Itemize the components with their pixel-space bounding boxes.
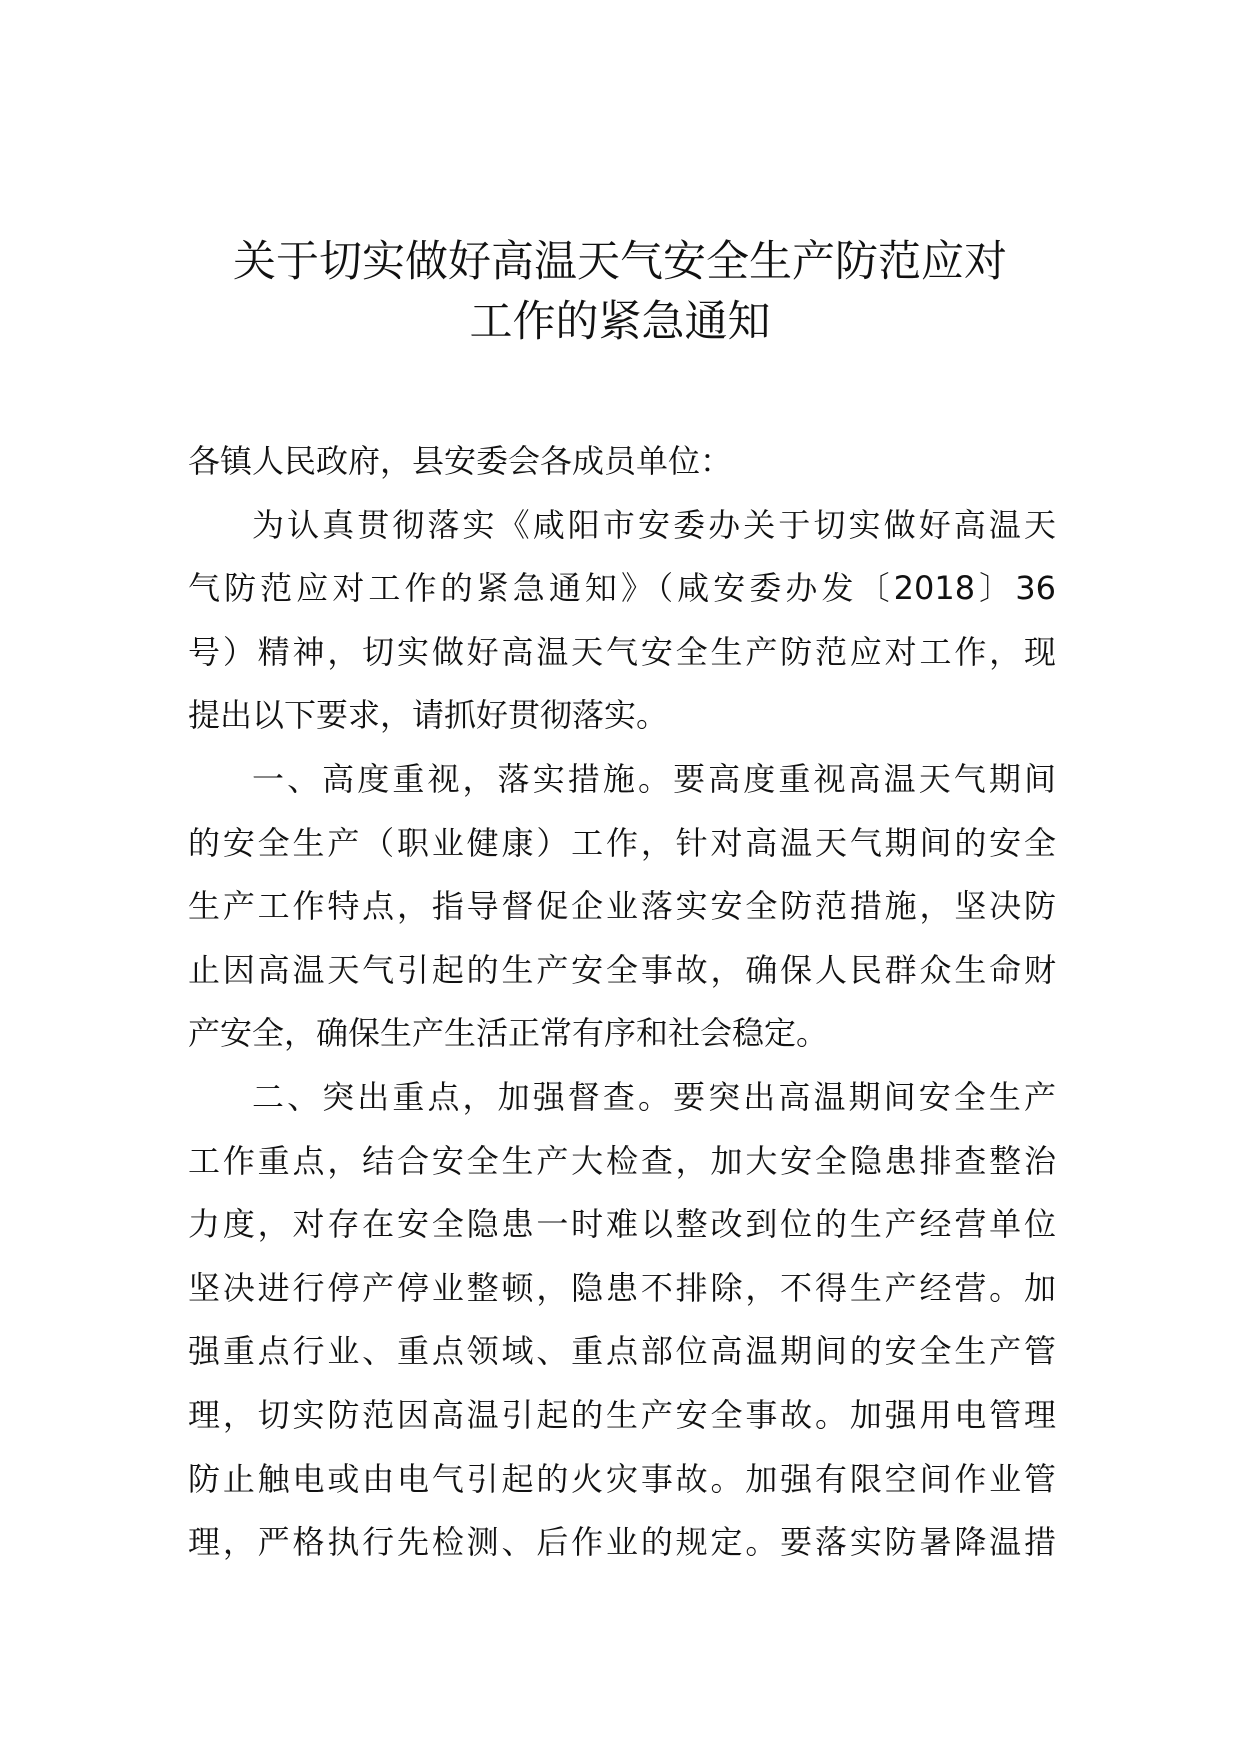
body-line: 二、突出重点，加强督查。要突出高温期间安全生产	[252, 1077, 1056, 1116]
body-line: 的安全生产（职业健康）工作，针对高温天气期间的安全	[188, 823, 1056, 862]
body-line: 止因高温天气引起的生产安全事故，确保人民群众生命财	[188, 950, 1056, 989]
body-line: 为认真贯彻落实《咸阳市安委办关于切实做好高温天	[252, 505, 1056, 544]
body-line: 理，切实防范因高温引起的生产安全事故。加强用电管理	[188, 1395, 1056, 1434]
body-line: 坚决进行停产停业整顿，隐患不排除，不得生产经营。加	[188, 1268, 1056, 1307]
body-line: 生产工作特点，指导督促企业落实安全防范措施，坚决防	[188, 887, 1056, 926]
title-line-2: 工作的紧急通知	[469, 297, 771, 347]
title-line-1: 关于切实做好高温天气安全生产防范应对	[233, 237, 1007, 287]
body-line: 各镇人民政府，县安委会各成员单位：	[188, 442, 733, 480]
body-line: 强重点行业、重点领域、重点部位高温期间的安全生产管	[188, 1332, 1056, 1371]
body-line: 工作重点，结合安全生产大检查，加大安全隐患排查整治	[188, 1141, 1056, 1180]
body-line: 防止触电或由电气引起的火灾事故。加强有限空间作业管	[188, 1459, 1056, 1498]
body-line: 理，严格执行先检测、后作业的规定。要落实防暑降温措	[188, 1523, 1056, 1562]
body-line: 提出以下要求，请抓好贯彻落实。	[188, 696, 669, 735]
document-body	[188, 430, 1056, 1575]
document-title	[150, 232, 1090, 352]
body-line: 力度，对存在安全隐患一时难以整改到位的生产经营单位	[188, 1205, 1056, 1244]
body-line: 产安全，确保生产生活正常有序和社会稳定。	[188, 1014, 829, 1053]
body-line: 气防范应对工作的紧急通知》（咸安委办发〔2018〕36	[188, 569, 1056, 608]
body-line: 一、高度重视，落实措施。要高度重视高温天气期间	[252, 759, 1056, 798]
body-line: 号）精神，切实做好高温天气安全生产防范应对工作，现	[188, 632, 1056, 671]
